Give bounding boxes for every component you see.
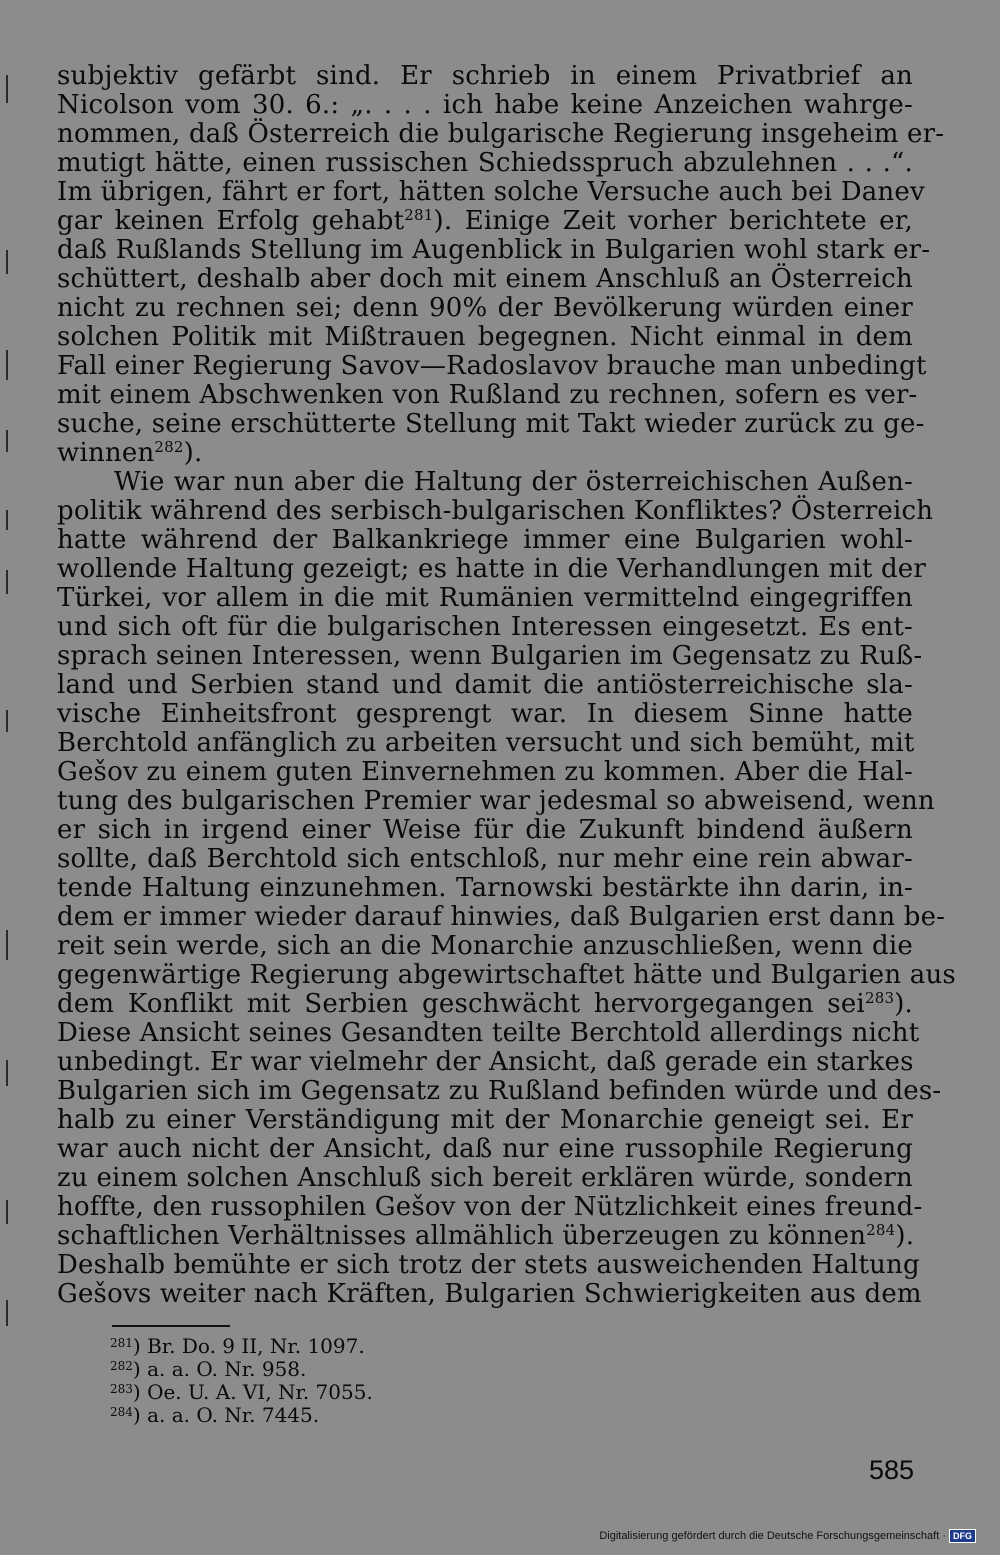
line-text: schüttert, deshalb aber doch mit einem Anschluß an Österreich — [57, 264, 913, 294]
text-line — [57, 235, 931, 265]
line-text: sollte, daß Berchtold sich entschloß, nur mehr eine rein abwar- — [57, 844, 913, 874]
line-text: schaftlichen Verhältnisses allmählich überzeugen zu können — [57, 1221, 867, 1251]
text-line — [57, 613, 913, 642]
text-line — [57, 409, 925, 439]
line-text: Im übrigen, fährt er fort, hätten solche Versuche auch bei Danev — [57, 177, 925, 207]
footnote-ref: 282 — [154, 438, 184, 456]
footnote-separator — [112, 1325, 230, 1327]
line-text: wollende Haltung gezeigt; es hatte in die Verhandlungen mit der — [57, 554, 927, 584]
line-text: tung des bulgarischen Premier war jedesmal so abweisend, wenn — [57, 786, 935, 816]
text-line — [57, 960, 956, 990]
line-text: Nicolson vom 30. 6.: „. . . . ich habe keine Anzeichen wahrge- — [57, 90, 913, 120]
footnote-text: ) Br. Do. 9 II, Nr. 1097. — [132, 1334, 365, 1358]
footnotes — [110, 1335, 610, 1427]
line-text: Bulgarien sich im Gegensatz zu Rußland befinden würde und des- — [57, 1076, 942, 1106]
text-line — [57, 816, 913, 845]
line-text: Diese Ansicht seines Gesandten teilte Berchtold allerdings nicht — [57, 1018, 920, 1048]
margin-scan-marks — [4, 70, 10, 1370]
text-line — [57, 758, 913, 787]
text-line — [57, 1048, 913, 1077]
line-text: nicht zu rechnen sei; denn 90% der Bevölkerung würden einer — [57, 293, 913, 323]
text-line — [57, 294, 913, 323]
text-line — [57, 584, 913, 613]
line-text: mit einem Abschwenken von Rußland zu rechnen, sofern es ver- — [57, 380, 918, 410]
line-text-after: ). — [183, 438, 203, 468]
text-line — [57, 932, 913, 961]
page-number: 585 — [868, 1455, 914, 1485]
line-text: suche, seine erschütterte Stellung mit Takt wieder zurück zu ge- — [57, 409, 925, 439]
line-text: vische Einheitsfront gesprengt war. In diesem Sinne hatte — [57, 699, 913, 729]
text-line — [57, 1106, 913, 1135]
text-line — [57, 119, 945, 149]
credit-text: Digitalisierung gefördert durch die Deutsche Forschungsgemeinschaft · — [599, 1530, 946, 1542]
line-text-after: ). Einige Zeit vorher berichtete er, — [433, 206, 913, 236]
text-line — [57, 265, 913, 294]
line-text: tende Haltung einzunehmen. Tarnowski bestärkte ihn darin, in- — [57, 873, 913, 903]
line-text: Gešovs weiter nach Kräften, Bulgarien Schwierigkeiten aus dem — [57, 1279, 922, 1309]
footnote-number: 284 — [110, 1405, 133, 1419]
footnote — [110, 1358, 610, 1381]
line-text: sprach seinen Interessen, wenn Bulgarien im Gegensatz zu Ruß- — [57, 641, 923, 671]
line-text: politik während des serbisch-bulgarischen Konfliktes? Österreich — [57, 496, 934, 526]
footnote-ref: 283 — [864, 989, 895, 1007]
footnote — [110, 1404, 610, 1427]
footnote-text: ) Oe. U. A. VI, Nr. 7055. — [132, 1380, 373, 1404]
line-text: und sich oft für die bulgarischen Interessen eingesetzt. Es ent- — [57, 612, 913, 642]
line-text: halb zu einer Verständigung mit der Monarchie geneigt sei. Er — [57, 1105, 913, 1135]
line-text: zu einem solchen Anschluß sich bereit erklären würde, sondern — [57, 1163, 913, 1193]
line-text: er sich in irgend einer Weise für die Zukunft bindend äußern — [57, 815, 913, 845]
line-text-after: ). — [895, 1221, 915, 1251]
line-text-after: ). — [894, 989, 913, 1019]
text-line — [57, 902, 946, 932]
text-line — [57, 177, 925, 207]
line-text: winnen — [57, 438, 155, 468]
footnote — [110, 1381, 610, 1404]
text-line — [57, 1135, 913, 1164]
text-line — [57, 874, 913, 903]
footnote-number: 281 — [110, 1336, 133, 1350]
line-text: subjektiv gefärbt sind. Er schrieb in einem Privatbrief an — [57, 61, 913, 91]
line-text: Wie war nun aber die Haltung der österreichischen Außen- — [114, 467, 913, 497]
text-line — [57, 1192, 923, 1222]
line-text: Deshalb bemühte er sich trotz der stets ausweichenden Haltung — [57, 1250, 920, 1280]
text-line — [57, 207, 913, 236]
line-text: land und Serbien stand und damit die antiösterreichische sla- — [57, 670, 913, 700]
footnote-ref: 281 — [404, 206, 434, 224]
footnote — [110, 1335, 610, 1358]
line-text: solchen Politik mit Mißtrauen begegnen. Nicht einmal in dem — [57, 322, 913, 352]
text-line — [57, 700, 913, 729]
text-line — [57, 439, 913, 468]
text-line — [57, 671, 913, 700]
dfg-logo: DFG — [949, 1529, 976, 1543]
footnote-number: 282 — [110, 1359, 133, 1373]
text-line — [57, 149, 913, 178]
line-text: hatte während der Balkankriege immer eine Bulgarien wohl- — [57, 525, 913, 555]
line-text: reit sein werde, sich an die Monarchie anzuschließen, wenn die — [57, 931, 913, 961]
body-text — [57, 61, 956, 1309]
line-text: gegenwärtige Regierung abgewirtschaftet hätte und Bulgarien aus — [57, 960, 956, 990]
text-line — [57, 91, 913, 120]
text-line — [57, 496, 934, 526]
text-line — [57, 351, 927, 381]
line-text: unbedingt. Er war vielmehr der Ansicht, daß gerade ein starkes — [57, 1047, 914, 1077]
footnote-ref: 284 — [866, 1221, 896, 1239]
text-line — [57, 1222, 913, 1251]
line-text: Türkei, vor allem in die mit Rumänien vermittelnd eingegriffen — [57, 583, 913, 613]
text-line — [57, 1250, 920, 1280]
text-line — [57, 468, 913, 497]
text-line — [57, 1076, 942, 1106]
text-line — [57, 1018, 920, 1048]
text-line — [57, 729, 913, 758]
text-line — [57, 641, 923, 671]
text-line — [57, 845, 913, 874]
line-text: nommen, daß Österreich die bulgarische Regierung insgeheim er- — [57, 119, 945, 149]
line-text: war auch nicht der Ansicht, daß nur eine russophile Regierung — [57, 1134, 913, 1164]
footnote-text: ) a. a. O. Nr. 7445. — [132, 1403, 320, 1427]
text-line — [57, 786, 935, 816]
line-text: Berchtold anfänglich zu arbeiten versucht und sich bemüht, mit — [57, 728, 915, 758]
text-line — [57, 1279, 922, 1309]
text-line — [57, 554, 927, 584]
text-line — [57, 380, 918, 410]
text-line — [57, 990, 913, 1019]
line-text: dem er immer wieder darauf hinwies, daß Bulgarien erst dann be- — [57, 902, 946, 932]
text-line — [57, 526, 913, 555]
text-line — [57, 1164, 913, 1193]
line-text: Gešov zu einem guten Einvernehmen zu kommen. Aber die Hal- — [57, 757, 913, 787]
text-line — [57, 62, 913, 91]
line-text: daß Rußlands Stellung im Augenblick in Bulgarien wohl stark er- — [57, 235, 931, 265]
line-text: hoffte, den russophilen Gešov von der Nützlichkeit eines freund- — [57, 1192, 923, 1222]
line-text: Fall einer Regierung Savov—Radoslavov brauche man unbedingt — [57, 351, 927, 381]
line-text: dem Konflikt mit Serbien geschwächt hervorgegangen sei — [57, 989, 865, 1019]
line-text: mutigt hätte, einen russischen Schiedsspruch abzulehnen . . .“. — [57, 148, 913, 178]
line-text: gar keinen Erfolg gehabt — [57, 206, 405, 236]
footnote-text: ) a. a. O. Nr. 958. — [132, 1357, 307, 1381]
footnote-number: 283 — [110, 1382, 133, 1396]
digitization-credit — [599, 1529, 976, 1543]
text-line — [57, 323, 913, 352]
